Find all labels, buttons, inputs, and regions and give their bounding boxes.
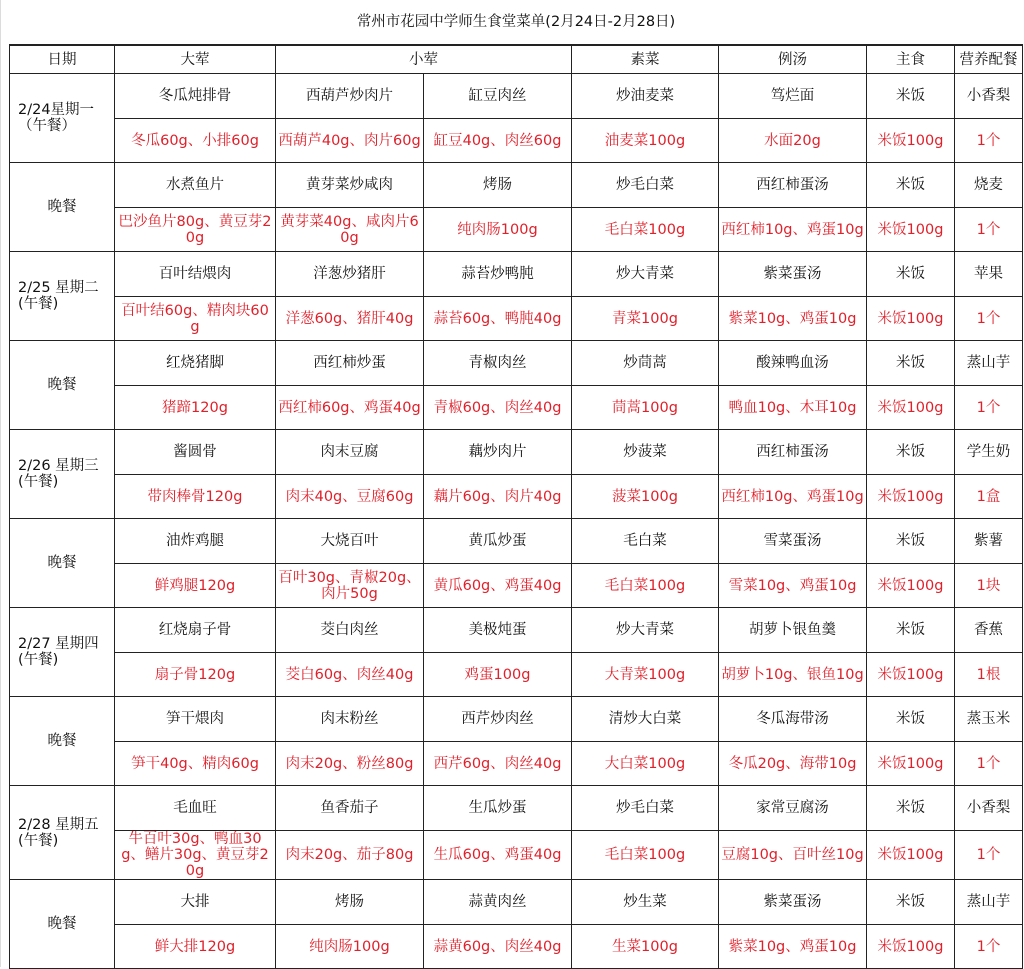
qty-cell-staple[interactable]: 米饭100g xyxy=(867,475,955,519)
qty-cell-soup[interactable]: 西红柿10g、鸡蛋10g xyxy=(719,208,867,252)
qty-cell-small-meat-1[interactable]: 西红柿60g、鸡蛋40g xyxy=(276,386,424,430)
meal-date-cell[interactable]: 晚餐 xyxy=(10,880,115,969)
dish-cell-soup[interactable]: 雪菜蛋汤 xyxy=(719,519,867,564)
qty-cell-nutrition[interactable]: 1个 xyxy=(955,925,1023,969)
qty-cell-small-meat-2[interactable]: 鸡蛋100g xyxy=(424,653,572,697)
qty-cell-nutrition[interactable]: 1根 xyxy=(955,653,1023,697)
qty-cell-staple[interactable]: 米饭100g xyxy=(867,742,955,786)
meal-date-cell[interactable]: 晚餐 xyxy=(10,519,115,608)
meal-date-cell[interactable]: 2/25 星期二(午餐) xyxy=(10,252,115,341)
qty-cell-staple[interactable]: 米饭100g xyxy=(867,119,955,163)
dish-cell-small-meat-2[interactable]: 蒜苔炒鸭肫 xyxy=(424,252,572,297)
dish-cell-small-meat-1[interactable]: 烤肠 xyxy=(276,880,424,925)
meal-dish-row xyxy=(10,74,1023,119)
dish-cell-nutrition[interactable]: 蒸山芋 xyxy=(955,880,1023,925)
dish-cell-soup[interactable]: 西红柿蛋汤 xyxy=(719,163,867,208)
dish-cell-small-meat-2[interactable]: 黄瓜炒蛋 xyxy=(424,519,572,564)
qty-cell-staple[interactable]: 米饭100g xyxy=(867,386,955,430)
header-vegetable[interactable]: 素菜 xyxy=(572,45,719,74)
qty-cell-soup[interactable]: 鸭血10g、木耳10g xyxy=(719,386,867,430)
meal-qty-row xyxy=(10,564,1023,608)
qty-cell-staple[interactable]: 米饭100g xyxy=(867,925,955,969)
qty-cell-small-meat-1[interactable]: 百叶30g、青椒20g、肉片50g xyxy=(276,564,424,608)
qty-cell-big-meat[interactable]: 带肉棒骨120g xyxy=(115,475,276,519)
qty-cell-nutrition[interactable]: 1个 xyxy=(955,831,1023,880)
qty-cell-big-meat[interactable]: 猪蹄120g xyxy=(115,386,276,430)
dish-cell-small-meat-1[interactable]: 肉末豆腐 xyxy=(276,430,424,475)
dish-cell-small-meat-1[interactable]: 西葫芦炒肉片 xyxy=(276,74,424,119)
meal-date-cell[interactable]: 2/27 星期四(午餐) xyxy=(10,608,115,697)
dish-cell-big-meat[interactable]: 冬瓜炖排骨 xyxy=(115,74,276,119)
dish-cell-small-meat-1[interactable]: 黄芽菜炒咸肉 xyxy=(276,163,424,208)
qty-cell-vegetable[interactable]: 大白菜100g xyxy=(572,742,719,786)
dish-cell-staple[interactable]: 米饭 xyxy=(867,608,955,653)
qty-cell-soup[interactable]: 雪菜10g、鸡蛋10g xyxy=(719,564,867,608)
dish-cell-small-meat-2[interactable]: 美极炖蛋 xyxy=(424,608,572,653)
dish-cell-vegetable[interactable]: 炒生菜 xyxy=(572,880,719,925)
qty-cell-soup[interactable]: 西红柿10g、鸡蛋10g xyxy=(719,475,867,519)
dish-cell-big-meat[interactable]: 红烧扇子骨 xyxy=(115,608,276,653)
dish-cell-staple[interactable]: 米饭 xyxy=(867,786,955,831)
qty-cell-staple[interactable]: 米饭100g xyxy=(867,653,955,697)
dish-cell-small-meat-1[interactable]: 西红柿炒蛋 xyxy=(276,341,424,386)
dish-cell-soup[interactable]: 西红柿蛋汤 xyxy=(719,430,867,475)
dish-cell-small-meat-2[interactable]: 青椒肉丝 xyxy=(424,341,572,386)
meal-qty-row xyxy=(10,297,1023,341)
meal-qty-row xyxy=(10,208,1023,252)
dish-cell-small-meat-2[interactable]: 烤肠 xyxy=(424,163,572,208)
meal-dish-row xyxy=(10,252,1023,297)
dish-cell-staple[interactable]: 米饭 xyxy=(867,163,955,208)
dish-cell-vegetable[interactable]: 炒菠菜 xyxy=(572,430,719,475)
qty-cell-soup[interactable]: 豆腐10g、百叶丝10g xyxy=(719,831,867,880)
dish-cell-small-meat-2[interactable]: 缸豆肉丝 xyxy=(424,74,572,119)
meal-qty-row xyxy=(10,653,1023,697)
qty-cell-nutrition[interactable]: 1个 xyxy=(955,208,1023,252)
qty-cell-big-meat[interactable]: 笋干40g、精肉60g xyxy=(115,742,276,786)
dish-cell-big-meat[interactable]: 油炸鸡腿 xyxy=(115,519,276,564)
meal-qty-row xyxy=(10,831,1023,880)
dish-cell-small-meat-1[interactable]: 茭白肉丝 xyxy=(276,608,424,653)
meal-date-cell[interactable]: 2/28 星期五(午餐) xyxy=(10,786,115,880)
dish-cell-staple[interactable]: 米饭 xyxy=(867,697,955,742)
dish-cell-small-meat-1[interactable]: 鱼香茄子 xyxy=(276,786,424,831)
qty-cell-soup[interactable]: 水面20g xyxy=(719,119,867,163)
qty-cell-vegetable[interactable]: 毛白菜100g xyxy=(572,208,719,252)
dish-cell-vegetable[interactable]: 清炒大白菜 xyxy=(572,697,719,742)
qty-cell-small-meat-2[interactable]: 生瓜60g、鸡蛋40g xyxy=(424,831,572,880)
dish-cell-soup[interactable]: 酸辣鸭血汤 xyxy=(719,341,867,386)
meal-qty-row xyxy=(10,386,1023,430)
qty-cell-small-meat-2[interactable]: 蒜黄60g、肉丝40g xyxy=(424,925,572,969)
header-big-meat[interactable]: 大荤 xyxy=(115,45,276,74)
qty-cell-vegetable[interactable]: 油麦菜100g xyxy=(572,119,719,163)
dish-cell-big-meat[interactable]: 笋干煨肉 xyxy=(115,697,276,742)
qty-cell-small-meat-2[interactable]: 纯肉肠100g xyxy=(424,208,572,252)
meal-dish-row xyxy=(10,430,1023,475)
qty-cell-nutrition[interactable]: 1块 xyxy=(955,564,1023,608)
qty-cell-small-meat-1[interactable]: 肉末20g、粉丝80g xyxy=(276,742,424,786)
qty-cell-small-meat-2[interactable]: 西芹60g、肉丝40g xyxy=(424,742,572,786)
dish-cell-staple[interactable]: 米饭 xyxy=(867,430,955,475)
qty-cell-small-meat-2[interactable]: 藕片60g、肉片40g xyxy=(424,475,572,519)
dish-cell-big-meat[interactable]: 百叶结煨肉 xyxy=(115,252,276,297)
meal-qty-row xyxy=(10,119,1023,163)
header-nutrition[interactable]: 营养配餐 xyxy=(955,45,1023,74)
dish-cell-small-meat-2[interactable]: 西芹炒肉丝 xyxy=(424,697,572,742)
dish-cell-big-meat[interactable]: 红烧猪脚 xyxy=(115,341,276,386)
dish-cell-big-meat[interactable]: 大排 xyxy=(115,880,276,925)
dish-cell-staple[interactable]: 米饭 xyxy=(867,519,955,564)
dish-cell-vegetable[interactable]: 炒毛白菜 xyxy=(572,786,719,831)
dish-cell-nutrition[interactable]: 小香梨 xyxy=(955,786,1023,831)
dish-cell-vegetable[interactable]: 炒油麦菜 xyxy=(572,74,719,119)
qty-cell-vegetable[interactable]: 菠菜100g xyxy=(572,475,719,519)
meal-date-cell[interactable]: 晚餐 xyxy=(10,163,115,252)
dish-cell-small-meat-1[interactable]: 洋葱炒猪肝 xyxy=(276,252,424,297)
qty-cell-vegetable[interactable]: 毛白菜100g xyxy=(572,564,719,608)
dish-cell-nutrition[interactable]: 苹果 xyxy=(955,252,1023,297)
dish-cell-staple[interactable]: 米饭 xyxy=(867,341,955,386)
dish-cell-vegetable[interactable]: 炒大青菜 xyxy=(572,608,719,653)
header-row xyxy=(10,45,1023,74)
dish-cell-soup[interactable]: 家常豆腐汤 xyxy=(719,786,867,831)
qty-cell-big-meat[interactable]: 百叶结60g、精肉块60g xyxy=(115,297,276,341)
dish-cell-staple[interactable]: 米饭 xyxy=(867,252,955,297)
dish-cell-vegetable[interactable]: 炒毛白菜 xyxy=(572,163,719,208)
dish-cell-small-meat-2[interactable]: 蒜黄肉丝 xyxy=(424,880,572,925)
dish-cell-soup[interactable]: 笃烂面 xyxy=(719,74,867,119)
meal-dish-row xyxy=(10,341,1023,386)
qty-cell-big-meat[interactable]: 鲜大排120g xyxy=(115,925,276,969)
qty-cell-soup[interactable]: 紫菜10g、鸡蛋10g xyxy=(719,925,867,969)
dish-cell-vegetable[interactable]: 毛白菜 xyxy=(572,519,719,564)
qty-cell-small-meat-1[interactable]: 肉末40g、豆腐60g xyxy=(276,475,424,519)
qty-cell-small-meat-2[interactable]: 黄瓜60g、鸡蛋40g xyxy=(424,564,572,608)
qty-cell-vegetable[interactable]: 大青菜100g xyxy=(572,653,719,697)
meal-dish-row xyxy=(10,880,1023,925)
dish-cell-soup[interactable]: 胡萝卜银鱼羹 xyxy=(719,608,867,653)
meal-qty-row xyxy=(10,475,1023,519)
dish-cell-nutrition[interactable]: 紫薯 xyxy=(955,519,1023,564)
qty-cell-small-meat-1[interactable]: 黄芽菜40g、咸肉片60g xyxy=(276,208,424,252)
header-staple[interactable]: 主食 xyxy=(867,45,955,74)
qty-cell-small-meat-1[interactable]: 洋葱60g、猪肝40g xyxy=(276,297,424,341)
dish-cell-vegetable[interactable]: 炒大青菜 xyxy=(572,252,719,297)
title-row xyxy=(10,0,1023,45)
meal-date-cell[interactable]: 2/26 星期三(午餐) xyxy=(10,430,115,519)
meal-dish-row xyxy=(10,786,1023,831)
qty-cell-small-meat-1[interactable]: 茭白60g、肉丝40g xyxy=(276,653,424,697)
dish-cell-nutrition[interactable]: 烧麦 xyxy=(955,163,1023,208)
qty-cell-small-meat-1[interactable]: 西葫芦40g、肉片60g xyxy=(276,119,424,163)
qty-cell-nutrition[interactable]: 1个 xyxy=(955,386,1023,430)
qty-cell-nutrition[interactable]: 1个 xyxy=(955,119,1023,163)
qty-cell-small-meat-1[interactable]: 纯肉肠100g xyxy=(276,925,424,969)
meal-dish-row xyxy=(10,697,1023,742)
dish-cell-staple[interactable]: 米饭 xyxy=(867,74,955,119)
dish-cell-big-meat[interactable]: 酱圆骨 xyxy=(115,430,276,475)
meal-qty-row xyxy=(10,925,1023,969)
meal-date-cell[interactable]: 晚餐 xyxy=(10,697,115,786)
qty-cell-staple[interactable]: 米饭100g xyxy=(867,208,955,252)
dish-cell-soup[interactable]: 紫菜蛋汤 xyxy=(719,252,867,297)
dish-cell-nutrition[interactable]: 香蕉 xyxy=(955,608,1023,653)
dish-cell-nutrition[interactable]: 蒸玉米 xyxy=(955,697,1023,742)
dish-cell-big-meat[interactable]: 水煮鱼片 xyxy=(115,163,276,208)
dish-cell-small-meat-1[interactable]: 肉末粉丝 xyxy=(276,697,424,742)
meal-qty-row xyxy=(10,742,1023,786)
qty-cell-nutrition[interactable]: 1个 xyxy=(955,742,1023,786)
meal-date-cell[interactable]: 晚餐 xyxy=(10,341,115,430)
dish-cell-nutrition[interactable]: 蒸山芋 xyxy=(955,341,1023,386)
qty-cell-vegetable[interactable]: 生菜100g xyxy=(572,925,719,969)
qty-cell-vegetable[interactable]: 青菜100g xyxy=(572,297,719,341)
dish-cell-nutrition[interactable]: 小香梨 xyxy=(955,74,1023,119)
header-small-meat[interactable]: 小荤 xyxy=(276,45,572,74)
meal-dish-row xyxy=(10,608,1023,653)
qty-cell-nutrition[interactable]: 1个 xyxy=(955,297,1023,341)
meal-dish-row xyxy=(10,519,1023,564)
header-soup[interactable]: 例汤 xyxy=(719,45,867,74)
qty-cell-big-meat[interactable]: 鲜鸡腿120g xyxy=(115,564,276,608)
qty-cell-soup[interactable]: 胡萝卜10g、银鱼10g xyxy=(719,653,867,697)
qty-cell-small-meat-2[interactable]: 蒜苔60g、鸭肫40g xyxy=(424,297,572,341)
qty-cell-small-meat-1[interactable]: 肉末20g、茄子80g xyxy=(276,831,424,880)
header-date[interactable]: 日期 xyxy=(10,45,115,74)
qty-cell-vegetable[interactable]: 毛白菜100g xyxy=(572,831,719,880)
meal-date-cell[interactable]: 2/24星期一（午餐） xyxy=(10,74,115,163)
qty-cell-small-meat-2[interactable]: 青椒60g、肉丝40g xyxy=(424,386,572,430)
qty-cell-small-meat-2[interactable]: 缸豆40g、肉丝60g xyxy=(424,119,572,163)
qty-cell-vegetable[interactable]: 茼蒿100g xyxy=(572,386,719,430)
qty-cell-big-meat[interactable]: 冬瓜60g、小排60g xyxy=(115,119,276,163)
qty-cell-staple[interactable]: 米饭100g xyxy=(867,297,955,341)
dish-cell-nutrition[interactable]: 学生奶 xyxy=(955,430,1023,475)
qty-cell-big-meat[interactable]: 扇子骨120g xyxy=(115,653,276,697)
qty-cell-soup[interactable]: 冬瓜20g、海带10g xyxy=(719,742,867,786)
dish-cell-big-meat[interactable]: 毛血旺 xyxy=(115,786,276,831)
dish-cell-small-meat-2[interactable]: 生瓜炒蛋 xyxy=(424,786,572,831)
qty-cell-staple[interactable]: 米饭100g xyxy=(867,831,955,880)
meal-dish-row xyxy=(10,163,1023,208)
dish-cell-small-meat-2[interactable]: 藕炒肉片 xyxy=(424,430,572,475)
qty-cell-big-meat[interactable]: 牛百叶30g、鸭血30g、鳝片30g、黄豆芽20g xyxy=(115,831,276,880)
qty-cell-staple[interactable]: 米饭100g xyxy=(867,564,955,608)
dish-cell-soup[interactable]: 冬瓜海带汤 xyxy=(719,697,867,742)
dish-cell-soup[interactable]: 紫菜蛋汤 xyxy=(719,880,867,925)
dish-cell-vegetable[interactable]: 炒茼蒿 xyxy=(572,341,719,386)
dish-cell-small-meat-1[interactable]: 大烧百叶 xyxy=(276,519,424,564)
menu-title[interactable]: 常州市花园中学师生食堂菜单(2月24日-2月28日) xyxy=(10,0,1023,45)
qty-cell-big-meat[interactable]: 巴沙鱼片80g、黄豆芽20g xyxy=(115,208,276,252)
menu-table xyxy=(9,0,1023,969)
qty-cell-soup[interactable]: 紫菜10g、鸡蛋10g xyxy=(719,297,867,341)
dish-cell-staple[interactable]: 米饭 xyxy=(867,880,955,925)
qty-cell-nutrition[interactable]: 1盒 xyxy=(955,475,1023,519)
